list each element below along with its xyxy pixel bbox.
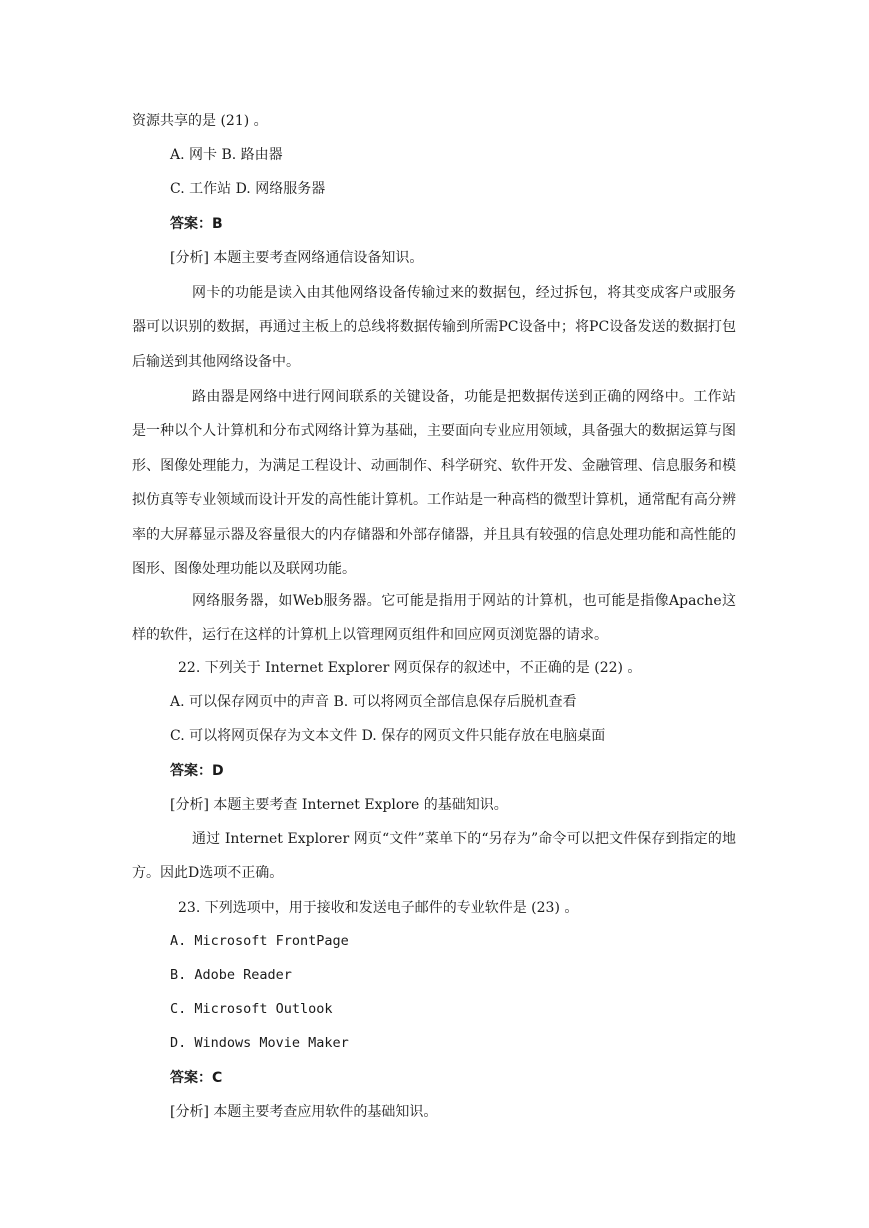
q21-answer: 答案：B bbox=[170, 216, 223, 232]
q22-paragraph-explanation: 通过 Internet Explorer 网页“文件”菜单下的“另存为”命令可以把文件保存到指定的地方。因此D选项不正确。 bbox=[132, 831, 736, 882]
q23-option-c: C. Microsoft Outlook bbox=[170, 1001, 333, 1017]
q23-option-a: A. Microsoft FrontPage bbox=[170, 933, 349, 949]
q23-option-d: D. Windows Movie Maker bbox=[170, 1035, 349, 1051]
q21-options-ab: A. 网卡 B. 路由器 bbox=[170, 147, 283, 163]
q21-paragraph-router-workstation: 路由器是网络中进行网间联系的关键设备，功能是把数据传送到正确的网络中。工作站是一种以个人计算机和分布式网络计算为基础，主要面向专业应用领域，具备强大的数据运算与图形、图像处理能力，为满足工程设计、动画制作、科学研究、软件开发、金融管理、信息服务和模拟仿真等专业领域而设计开发的高性能计算机。工作站是一种高档的微型计算机，通常配有高分辨率的大屏幕显示器及容量很大的内存储器和外部存储器，并且具有较强的信息处理功能和高性能的图形、图像处理功能以及联网功能。 bbox=[132, 389, 736, 578]
q22-options-cd: C. 可以将网页保存为文本文件 D. 保存的网页文件只能存放在电脑桌面 bbox=[170, 728, 606, 744]
q22-options-ab: A. 可以保存网页中的声音 B. 可以将网页全部信息保存后脱机查看 bbox=[170, 694, 577, 710]
q21-paragraph-network-server: 网络服务器，如Web服务器。它可能是指用于网站的计算机，也可能是指像Apache这样的软件，运行在这样的计算机上以管理网页组件和回应网页浏览器的请求。 bbox=[132, 593, 736, 644]
q21-paragraph-network-card: 网卡的功能是读入由其他网络设备传输过来的数据包，经过拆包，将其变成客户或服务器可以识别的数据，再通过主板上的总线将数据传输到所需PC设备中；将PC设备发送的数据打包后输送到其他网络设备中。 bbox=[132, 285, 736, 370]
q23-answer: 答案：C bbox=[170, 1070, 223, 1086]
q21-stem-tail: 资源共享的是 (21) 。 bbox=[132, 113, 268, 129]
q21-options-cd: C. 工作站 D. 网络服务器 bbox=[170, 181, 326, 197]
q22-stem: 22. 下列关于 Internet Explorer 网页保存的叙述中，不正确的是 (22) 。 bbox=[178, 660, 642, 676]
q23-analysis: [分析] 本题主要考查应用软件的基础知识。 bbox=[170, 1104, 438, 1120]
q22-analysis: [分析] 本题主要考查 Internet Explore 的基础知识。 bbox=[170, 797, 508, 813]
q23-option-b: B. Adobe Reader bbox=[170, 967, 292, 983]
q21-analysis: [分析] 本题主要考查网络通信设备知识。 bbox=[170, 250, 424, 266]
q22-answer: 答案：D bbox=[170, 763, 224, 779]
q23-stem: 23. 下列选项中，用于接收和发送电子邮件的专业软件是 (23) 。 bbox=[178, 900, 579, 916]
